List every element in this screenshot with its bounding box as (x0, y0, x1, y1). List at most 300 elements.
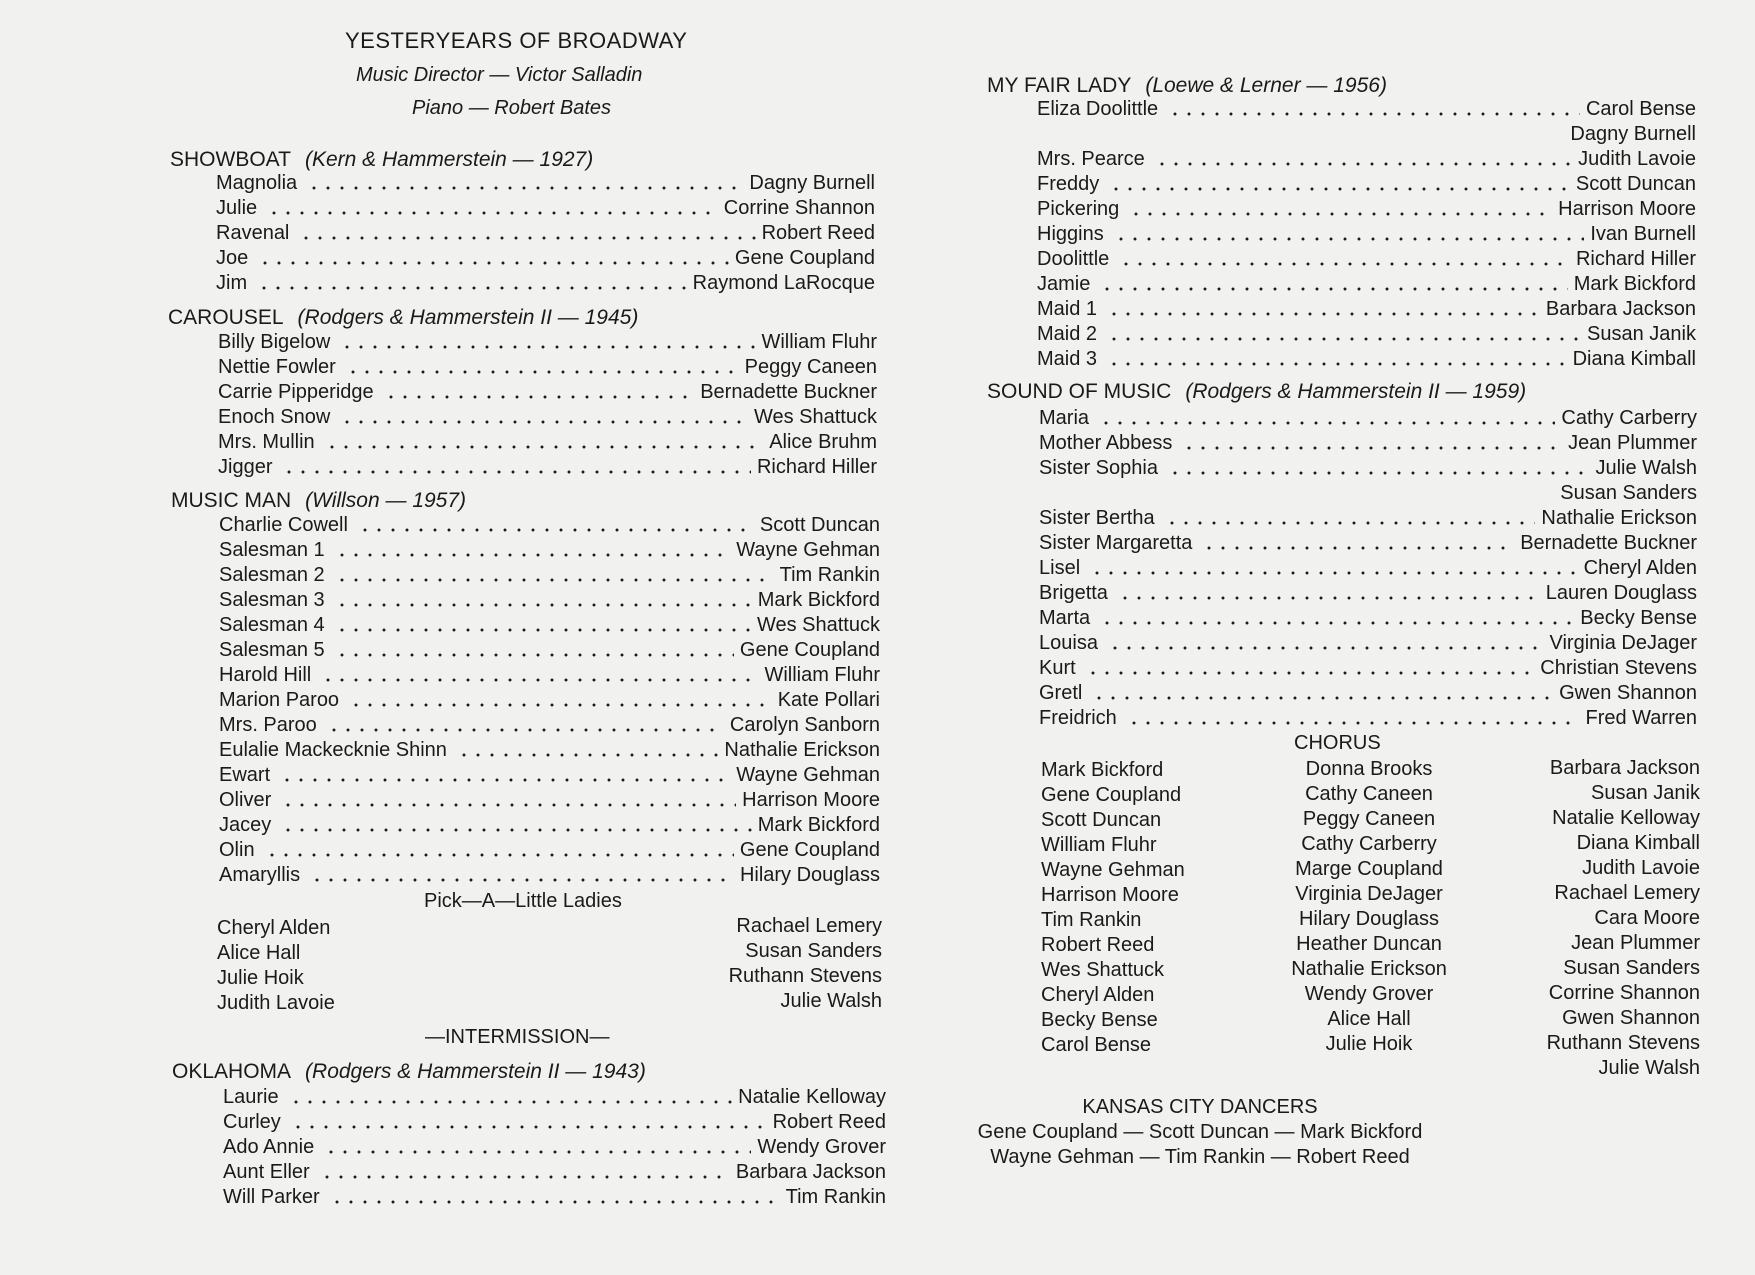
dot-leader (1182, 446, 1562, 450)
cast-row (223, 1185, 886, 1210)
dot-leader (324, 1150, 751, 1154)
actor-name: Lauren Douglass (1545, 582, 1697, 604)
sound-of-music-title (987, 380, 1526, 404)
actor-name: Mark Bickford (757, 589, 880, 611)
cast-row (1039, 681, 1697, 706)
show-credits: (Rodgers & Hammerstein II — 1945) (297, 306, 639, 329)
actor-name: Wes Shattuck (753, 406, 877, 428)
chorus-column-3 (1480, 756, 1700, 1081)
cast-row (1039, 631, 1697, 656)
actor-name: Richard Hiller (756, 456, 877, 478)
actor-name: Nathalie Erickson (724, 739, 880, 761)
actor-name: Mark Bickford (757, 814, 880, 836)
role-name: Jamie (1037, 273, 1091, 295)
cast-row (219, 863, 880, 888)
role-name: Eulalie Mackecknie Shinn (219, 739, 447, 761)
cast-row (219, 613, 880, 638)
dancers-line-2: Wayne Gehman — Tim Rankin — Robert Reed (990, 1146, 1410, 1168)
role-name: Jim (216, 272, 248, 294)
performer-name: Rachael Lemery (736, 915, 882, 937)
dot-leader (1129, 212, 1552, 216)
actor-name: Virginia DeJager (1549, 632, 1697, 654)
performer-name: William Fluhr (1041, 834, 1157, 856)
performer-name: Gwen Shannon (1562, 1007, 1700, 1029)
dot-leader (1168, 471, 1590, 475)
show-credits: (Loewe & Lerner — 1956) (1145, 74, 1387, 97)
actor-name: Tim Rankin (785, 1186, 886, 1208)
performer-name: Hilary Douglass (1298, 908, 1440, 930)
performer-name: Gene Coupland (1041, 784, 1182, 806)
show-credits: (Kern & Hammerstein — 1927) (304, 148, 594, 171)
role-name: Mrs. Pearce (1037, 148, 1145, 170)
actor-name: Julie Walsh (1595, 457, 1697, 479)
dot-leader (1099, 421, 1555, 425)
cast-row (1037, 222, 1696, 247)
performer-name: Carol Bense (1041, 1034, 1152, 1056)
dot-leader (457, 753, 718, 757)
cast-row (1037, 197, 1696, 222)
actor-name: Natalie Kelloway (738, 1086, 886, 1108)
performer-name: Donna Brooks (1305, 758, 1433, 780)
actor-name: Bernadette Buckner (1520, 532, 1697, 554)
carousel-cast (218, 330, 877, 480)
role-name: Maid 3 (1037, 348, 1098, 370)
actor-name: William Fluhr (764, 664, 880, 686)
my-fair-lady-cast (1037, 97, 1696, 372)
dot-leader (327, 728, 724, 732)
cast-row (1037, 347, 1696, 372)
dancers-line-1: Gene Coupland — Scott Duncan — Mark Bickford (977, 1121, 1423, 1143)
dot-leader (281, 803, 736, 807)
actor-name: Robert Reed (772, 1111, 886, 1133)
performer-name: Robert Reed (1041, 934, 1155, 956)
dot-leader (335, 628, 751, 632)
role-name: Gretl (1039, 682, 1083, 704)
actor-name: Raymond LaRocque (692, 272, 875, 294)
piano-credit: Piano — Robert Bates (412, 97, 611, 119)
role-name: Ewart (219, 764, 271, 786)
performer-name: Cathy Caneen (1305, 783, 1433, 805)
actor-name: Scott Duncan (1575, 173, 1696, 195)
role-name: Freddy (1037, 173, 1100, 195)
dot-leader (1118, 596, 1540, 600)
dot-leader (321, 678, 758, 682)
dot-leader (307, 186, 743, 190)
actor-name: Barbara Jackson (735, 1161, 886, 1183)
role-name: Doolittle (1037, 248, 1110, 270)
actor-name: Jean Plummer (1568, 432, 1697, 454)
actor-name: Susan Janik (1587, 323, 1696, 345)
performer-name: Cara Moore (1594, 907, 1700, 929)
cast-row (223, 1135, 886, 1160)
cast-row (1039, 456, 1697, 481)
actor-name: Judith Lavoie (1578, 148, 1696, 170)
carousel-title (168, 306, 638, 330)
actor-name: Dagny Burnell (749, 172, 875, 194)
actor-name: Gene Coupland (734, 247, 875, 269)
performer-name: Diana Kimball (1576, 832, 1700, 854)
role-name: Salesman 2 (219, 564, 325, 586)
performer-name: Peggy Caneen (1302, 808, 1436, 830)
cast-row (219, 813, 880, 838)
cast-row (1039, 556, 1697, 581)
kansas-city-dancers (960, 1095, 1440, 1170)
actor-name: Susan Sanders (1560, 482, 1697, 504)
show-name: MY FAIR LADY (987, 74, 1132, 97)
show-credits: (Rodgers & Hammerstein II — 1959) (1185, 380, 1527, 403)
dot-leader (335, 553, 731, 557)
performer-name: Tim Rankin (1041, 909, 1142, 931)
role-name: Maria (1039, 407, 1090, 429)
music-director-credit: Music Director — Victor Salladin (356, 64, 643, 86)
cast-row (1039, 481, 1697, 506)
role-name: Salesman 3 (219, 589, 325, 611)
cast-row (218, 405, 877, 430)
cast-row (1039, 506, 1697, 531)
actor-name: Cathy Carberry (1561, 407, 1697, 429)
dot-leader (384, 395, 695, 399)
show-credits: (Rodgers & Hammerstein II — 1943) (305, 1060, 646, 1083)
actor-name: Wendy Grover (757, 1136, 886, 1158)
actor-name: Robert Reed (761, 222, 875, 244)
role-name: Maid 2 (1037, 323, 1098, 345)
cast-row (219, 688, 880, 713)
performer-name: Wayne Gehman (1041, 859, 1185, 881)
dot-leader (340, 420, 748, 424)
ladies-left-column (217, 916, 335, 1016)
cast-row (1037, 147, 1696, 172)
dot-leader (330, 1200, 780, 1204)
dot-leader (325, 445, 764, 449)
performer-name: Ruthann Stevens (1546, 1032, 1700, 1054)
cast-row (219, 738, 880, 763)
cast-row (219, 713, 880, 738)
actor-name: Hilary Douglass (739, 864, 880, 886)
role-name: Maid 1 (1037, 298, 1098, 320)
role-name: Carrie Pipperidge (218, 381, 374, 403)
dot-leader (346, 370, 739, 374)
role-name: Laurie (223, 1086, 279, 1108)
role-name: Marion Paroo (219, 689, 340, 711)
cast-row (216, 271, 875, 296)
cast-row (216, 221, 875, 246)
dot-leader (1107, 312, 1540, 316)
dot-leader (289, 1100, 733, 1104)
performer-name: Barbara Jackson (1549, 757, 1700, 779)
actor-name: Gwen Shannon (1559, 682, 1697, 704)
cast-row (1037, 297, 1696, 322)
cast-row (218, 380, 877, 405)
performer-name: Julie Walsh (1598, 1057, 1700, 1079)
actor-name: Nathalie Erickson (1541, 507, 1697, 529)
cast-row (218, 430, 877, 455)
actor-name: Harrison Moore (742, 789, 880, 811)
cast-row (1037, 247, 1696, 272)
cast-row (216, 171, 875, 196)
dot-leader (1165, 521, 1536, 525)
role-name: Sister Margaretta (1039, 532, 1193, 554)
role-name: Freidrich (1039, 707, 1117, 729)
dot-leader (1086, 671, 1535, 675)
performer-name: Susan Janik (1591, 782, 1700, 804)
cast-row (216, 246, 875, 271)
role-name: Billy Bigelow (218, 331, 331, 353)
dot-leader (335, 603, 752, 607)
cast-row (219, 538, 880, 563)
cast-row (218, 355, 877, 380)
music-man-cast (219, 513, 880, 888)
cast-row (1037, 172, 1696, 197)
performer-name: Wendy Grover (1304, 983, 1434, 1005)
cast-row (1037, 272, 1696, 297)
dot-leader (281, 828, 752, 832)
dot-leader (335, 653, 734, 657)
actor-name: Alice Bruhm (769, 431, 877, 453)
showboat-title (170, 148, 593, 172)
dot-leader (1119, 262, 1570, 266)
cast-row (1039, 656, 1697, 681)
cast-row (219, 763, 880, 788)
dot-leader (265, 853, 734, 857)
show-name: OKLAHOMA (172, 1060, 292, 1083)
role-name: Lisel (1039, 557, 1081, 579)
dot-leader (1127, 721, 1580, 725)
cast-row (219, 838, 880, 863)
actor-name: Kate Pollari (777, 689, 880, 711)
performer-name: Julie Hoik (1325, 1033, 1413, 1055)
sound-of-music-cast (1039, 406, 1697, 731)
actor-name: Gene Coupland (739, 839, 880, 861)
actor-name: Becky Bense (1580, 607, 1697, 629)
role-name: Will Parker (223, 1186, 320, 1208)
dot-leader (349, 703, 772, 707)
performer-name: Becky Bense (1041, 1009, 1158, 1031)
role-name: Higgins (1037, 223, 1104, 245)
cast-row (219, 663, 880, 688)
role-name: Pickering (1037, 198, 1120, 220)
performer-name: Susan Sanders (745, 940, 882, 962)
cast-row (1037, 322, 1696, 347)
cast-row (219, 588, 880, 613)
intermission-heading: —INTERMISSION— (425, 1026, 610, 1048)
performer-name: Scott Duncan (1041, 809, 1162, 831)
dot-leader (1100, 621, 1574, 625)
role-name: Mrs. Mullin (218, 431, 315, 453)
dot-leader (1107, 337, 1581, 341)
program-title: YESTERYEARS OF BROADWAY (345, 28, 688, 53)
dot-leader (1090, 571, 1577, 575)
performer-name: Jean Plummer (1571, 932, 1700, 954)
cast-row (223, 1085, 886, 1110)
performer-name: Cheryl Alden (217, 917, 331, 939)
actor-name: Tim Rankin (779, 564, 880, 586)
actor-name: Carol Bense (1585, 98, 1696, 120)
actor-name: Richard Hiller (1575, 248, 1696, 270)
actor-name: Christian Stevens (1540, 657, 1697, 679)
dot-leader (280, 778, 730, 782)
actor-name: Gene Coupland (739, 639, 880, 661)
dot-leader (257, 286, 687, 290)
cast-row (1039, 431, 1697, 456)
dot-leader (1202, 546, 1514, 550)
oklahoma-title (172, 1060, 646, 1084)
cast-row (219, 788, 880, 813)
performer-name: Julie Walsh (780, 990, 882, 1012)
role-name: Brigetta (1039, 582, 1108, 604)
my-fair-lady-title (987, 74, 1387, 98)
dot-leader (1109, 187, 1570, 191)
show-name: CAROUSEL (168, 306, 284, 329)
actor-name: Scott Duncan (759, 514, 880, 536)
performer-name: Wes Shattuck (1041, 959, 1165, 981)
cast-row (218, 455, 877, 480)
cast-row (1037, 97, 1696, 122)
dot-leader (282, 470, 750, 474)
dot-leader (1108, 646, 1544, 650)
actor-name: Dagny Burnell (1570, 123, 1696, 145)
performer-name: Rachael Lemery (1554, 882, 1700, 904)
performer-name: Natalie Kelloway (1552, 807, 1700, 829)
cast-row (223, 1110, 886, 1135)
dot-leader (335, 578, 774, 582)
dot-leader (1092, 696, 1553, 700)
cast-row (1039, 406, 1697, 431)
role-name: Julie (216, 197, 258, 219)
cast-row (219, 513, 880, 538)
chorus-column-1 (1041, 758, 1185, 1058)
dot-leader (358, 528, 754, 532)
cast-row (1037, 122, 1696, 147)
role-name: Jacey (219, 814, 272, 836)
performer-name: Corrine Shannon (1548, 982, 1700, 1004)
actor-name: Corrine Shannon (723, 197, 875, 219)
dot-leader (291, 1125, 767, 1129)
performer-name: Alice Hall (1327, 1008, 1411, 1030)
cast-row (218, 330, 877, 355)
performer-name: Mark Bickford (1041, 759, 1164, 781)
chorus-column-2 (1254, 757, 1484, 1057)
role-name: Sister Bertha (1039, 507, 1155, 529)
actor-name: Wayne Gehman (736, 764, 880, 786)
cast-row (1039, 706, 1697, 731)
role-name: Amaryllis (219, 864, 301, 886)
pick-a-little-ladies-heading: Pick—A—Little Ladies (424, 890, 622, 912)
role-name: Harold Hill (219, 664, 312, 686)
music-man-title (171, 489, 466, 513)
dot-leader (258, 261, 729, 265)
role-name: Salesman 5 (219, 639, 325, 661)
role-name: Mrs. Paroo (219, 714, 317, 736)
dot-leader (1100, 287, 1567, 291)
performer-name: Cathy Carberry (1301, 833, 1437, 855)
role-name: Kurt (1039, 657, 1076, 679)
performer-name: Judith Lavoie (1582, 857, 1700, 879)
actor-name: Peggy Caneen (744, 356, 877, 378)
actor-name: Fred Warren (1585, 707, 1697, 729)
cast-row (216, 196, 875, 221)
dot-leader (320, 1175, 730, 1179)
ladies-right-column (640, 914, 882, 1014)
actor-name: Ivan Burnell (1590, 223, 1696, 245)
performer-name: Nathalie Erickson (1291, 958, 1447, 980)
performer-name: Harrison Moore (1041, 884, 1179, 906)
dot-leader (1107, 362, 1567, 366)
dot-leader (267, 211, 718, 215)
role-name: Sister Sophia (1039, 457, 1158, 479)
performer-name: Susan Sanders (1563, 957, 1700, 979)
performer-name: Judith Lavoie (217, 992, 335, 1014)
performer-name: Ruthann Stevens (728, 965, 882, 987)
role-name: Joe (216, 247, 249, 269)
cast-row (1039, 581, 1697, 606)
role-name: Ravenal (216, 222, 290, 244)
dot-leader (299, 236, 755, 240)
role-name: Curley (223, 1111, 281, 1133)
role-name: Jigger (218, 456, 273, 478)
role-name: Ado Annie (223, 1136, 315, 1158)
role-name: Oliver (219, 789, 272, 811)
performer-name: Cheryl Alden (1041, 984, 1155, 1006)
role-name: Magnolia (216, 172, 298, 194)
actor-name: Mark Bickford (1573, 273, 1696, 295)
role-name: Eliza Doolittle (1037, 98, 1159, 120)
actor-name: Carolyn Sanborn (729, 714, 880, 736)
performer-name: Marge Coupland (1295, 858, 1443, 880)
role-name: Mother Abbess (1039, 432, 1173, 454)
show-credits: (Willson — 1957) (305, 489, 467, 512)
show-name: SOUND OF MUSIC (987, 380, 1172, 403)
actor-name: Barbara Jackson (1545, 298, 1696, 320)
oklahoma-cast (223, 1085, 886, 1210)
role-name: Nettie Fowler (218, 356, 336, 378)
role-name: Charlie Cowell (219, 514, 348, 536)
cast-row (1039, 531, 1697, 556)
actor-name: Harrison Moore (1558, 198, 1696, 220)
dot-leader (340, 345, 755, 349)
role-name: Olin (219, 839, 255, 861)
role-name: Aunt Eller (223, 1161, 310, 1183)
actor-name: Bernadette Buckner (700, 381, 877, 403)
showboat-cast (216, 171, 875, 296)
performer-name: Alice Hall (217, 942, 301, 964)
actor-name: Cheryl Alden (1583, 557, 1697, 579)
role-name: Marta (1039, 607, 1091, 629)
role-name: Salesman 1 (219, 539, 325, 561)
cast-row (219, 563, 880, 588)
dot-leader (1168, 112, 1580, 116)
performer-name: Heather Duncan (1296, 933, 1442, 955)
role-name: Enoch Snow (218, 406, 331, 428)
dot-leader (310, 878, 734, 882)
cast-row (223, 1160, 886, 1185)
performer-name: Virginia DeJager (1295, 883, 1443, 905)
actor-name: William Fluhr (761, 331, 877, 353)
actor-name: Wayne Gehman (736, 539, 880, 561)
show-name: SHOWBOAT (170, 148, 291, 171)
actor-name: Diana Kimball (1572, 348, 1696, 370)
role-name: Salesman 4 (219, 614, 325, 636)
performer-name: Julie Hoik (217, 967, 304, 989)
actor-name: Wes Shattuck (756, 614, 880, 636)
cast-row (1039, 606, 1697, 631)
dot-leader (1155, 162, 1572, 166)
show-name: MUSIC MAN (171, 489, 292, 512)
chorus-heading: CHORUS (1294, 732, 1381, 754)
cast-row (219, 638, 880, 663)
role-name: Louisa (1039, 632, 1098, 654)
dancers-heading: KANSAS CITY DANCERS (1082, 1096, 1318, 1118)
dot-leader (1114, 237, 1585, 241)
